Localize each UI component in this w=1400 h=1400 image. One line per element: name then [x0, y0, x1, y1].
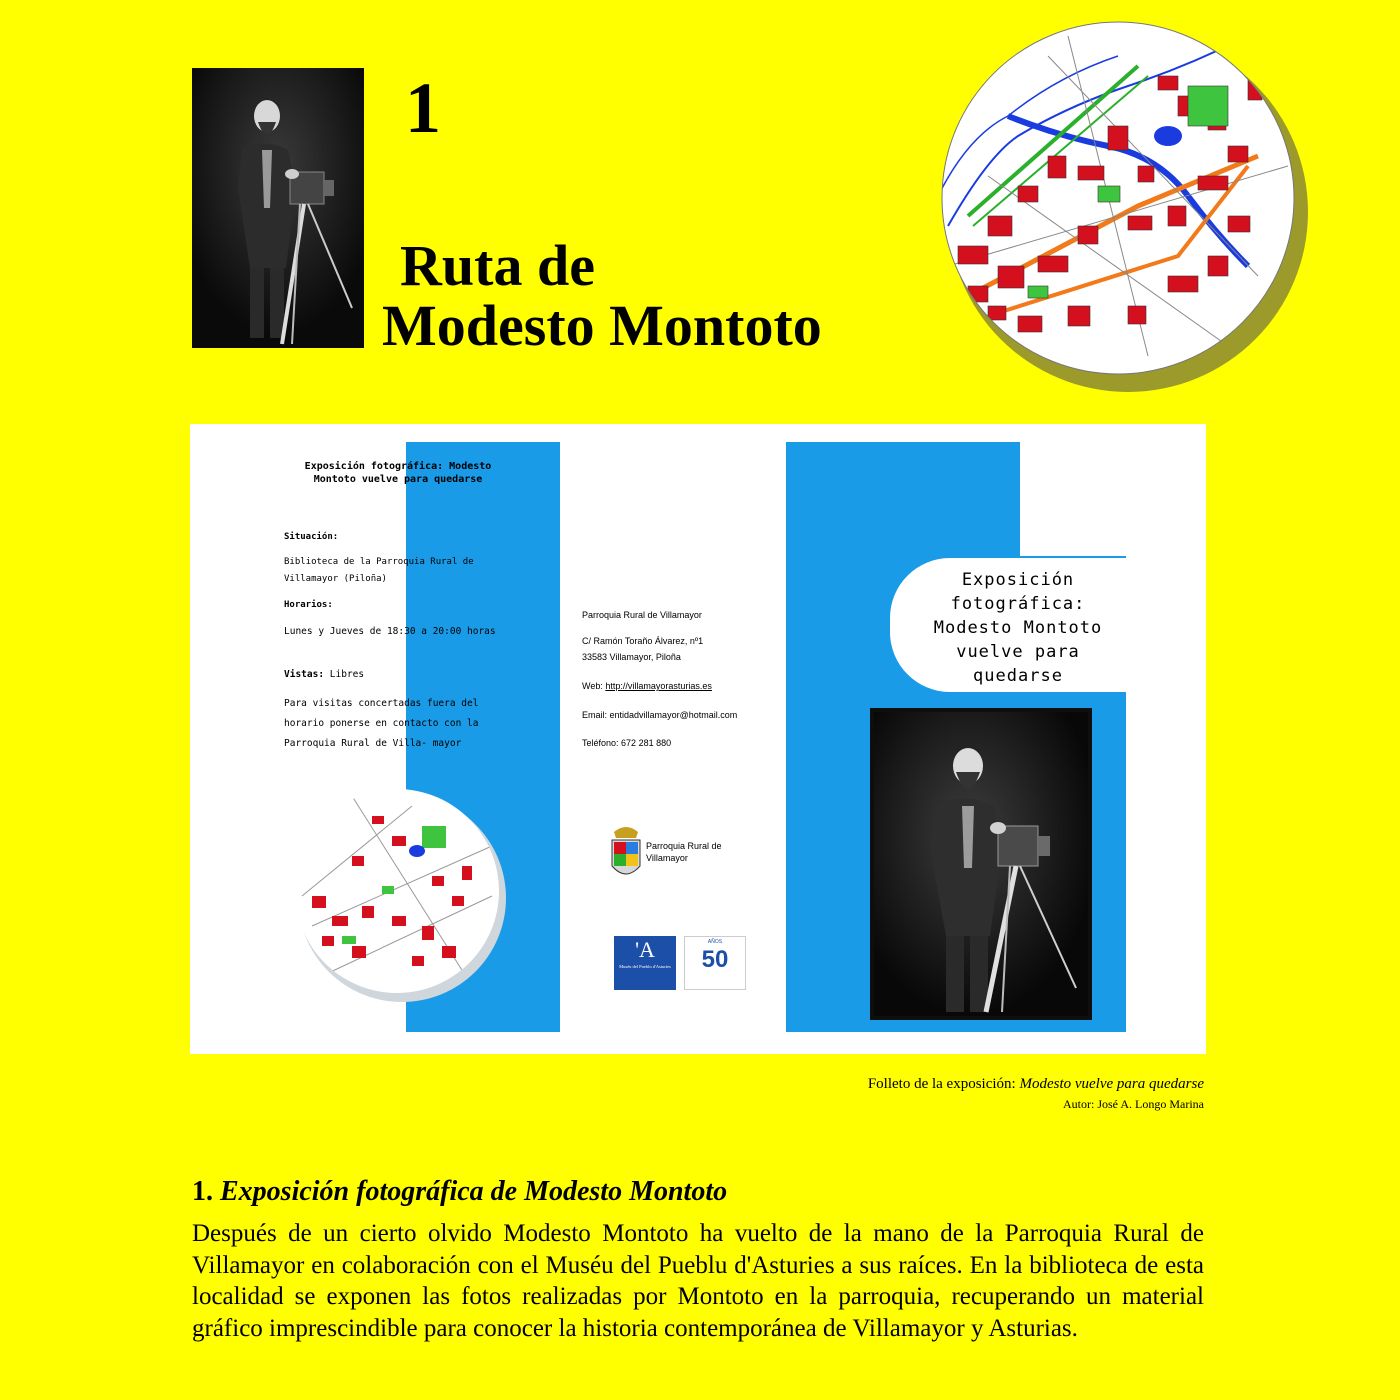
chapter-number: 1 [405, 68, 441, 148]
panel2-web [582, 681, 712, 691]
panel2-logo-text: Parroquia Rural de Villamayor [646, 841, 722, 863]
museum-logo-mark: 'A [635, 937, 655, 962]
caption-author: Autor: José A. Longo Marina [1063, 1097, 1204, 1111]
panel1-heading: Exposición fotográfica: Modesto Montoto vuelve para quedarse [304, 461, 492, 485]
panel1-horarios-label: Horarios: [284, 600, 333, 610]
panel1-horarios-text: Lunes y Jueves de 18:30 a 20:00 horas [284, 626, 496, 637]
panel2-web-label: Web: [582, 681, 603, 691]
panel2-phone-label: Teléfono: [582, 738, 619, 748]
title-line-2: Modesto Montoto [382, 293, 822, 358]
caption-prefix: Folleto de la exposición: [867, 1076, 1016, 1092]
panel1-situacion-label: Situación: [284, 532, 339, 542]
photographer-portrait [192, 68, 364, 348]
caption-title: Modesto vuelve para quedarse [1019, 1076, 1204, 1092]
panel1-visitas [284, 669, 364, 680]
cover-title: Exposición fotográfica: Modesto Montoto vuelve para quedarse [933, 570, 1103, 686]
page-title [382, 233, 822, 358]
panel1-visitas-value: Libres [329, 669, 365, 680]
panel2-web-link[interactable]: http://villamayorasturias.es [605, 681, 712, 691]
panel1-visitas-label: Vistas: [284, 669, 325, 680]
panel2-email [582, 710, 737, 720]
anniversary-logo [684, 936, 746, 990]
panel2-address1: C/ Ramón Toraño Álvarez, nº1 [582, 636, 704, 646]
anniversary-label: AÑOS [707, 939, 723, 945]
panel2-org: Parroquia Rural de Villamayor [582, 610, 702, 620]
leaflet-white-notch [1020, 442, 1126, 556]
panel2-phone [582, 738, 671, 748]
section-number: 1. [192, 1176, 213, 1207]
title-line-1: Ruta de [400, 233, 595, 298]
panel2-phone-value: 672 281 880 [621, 738, 672, 748]
section-title: Exposición fotográfica de Modesto Montoto [220, 1176, 728, 1207]
cover-photo [870, 708, 1092, 1020]
coat-of-arms-icon [608, 822, 644, 884]
exhibition-leaflet [190, 424, 1206, 1054]
panel2-address2: 33583 Villamayor, Piloña [582, 652, 681, 662]
panel2-email-label: Email: [582, 710, 608, 720]
panel1-situacion-text: Biblioteca de la Parroquia Rural de Villamayor (Piloña) [284, 557, 474, 584]
route-map-circle [928, 16, 1318, 406]
museum-logo-sub: Muséu del Pueblu d'Asturies [619, 964, 671, 969]
anniversary-number: 50 [701, 946, 729, 973]
museum-logo [614, 936, 676, 990]
panel1-visitas-text: Para visitas concertadas fuera del horario ponerse en contacto con la Parroquia Rural de Villa- mayor [284, 698, 479, 749]
section-body: Después de un cierto olvido Modesto Montoto ha vuelto de la mano de la Parroquia Rural de Villamayor en colaboración con el Muséu del Pueblu d'Asturies a sus raíces. En la biblioteca de esta localidad se exponen las fotos realizadas por Montoto en la parroquia, recuperando un material gráfico imprescindible para conocer la historia contemporánea de Villamayor y Asturias. [192, 1220, 1204, 1342]
leaflet-caption [868, 1076, 1204, 1093]
leaflet-small-map [292, 786, 510, 1006]
panel2-email-value: entidadvillamayor@hotmail.com [609, 710, 738, 720]
section-heading [192, 1176, 727, 1208]
